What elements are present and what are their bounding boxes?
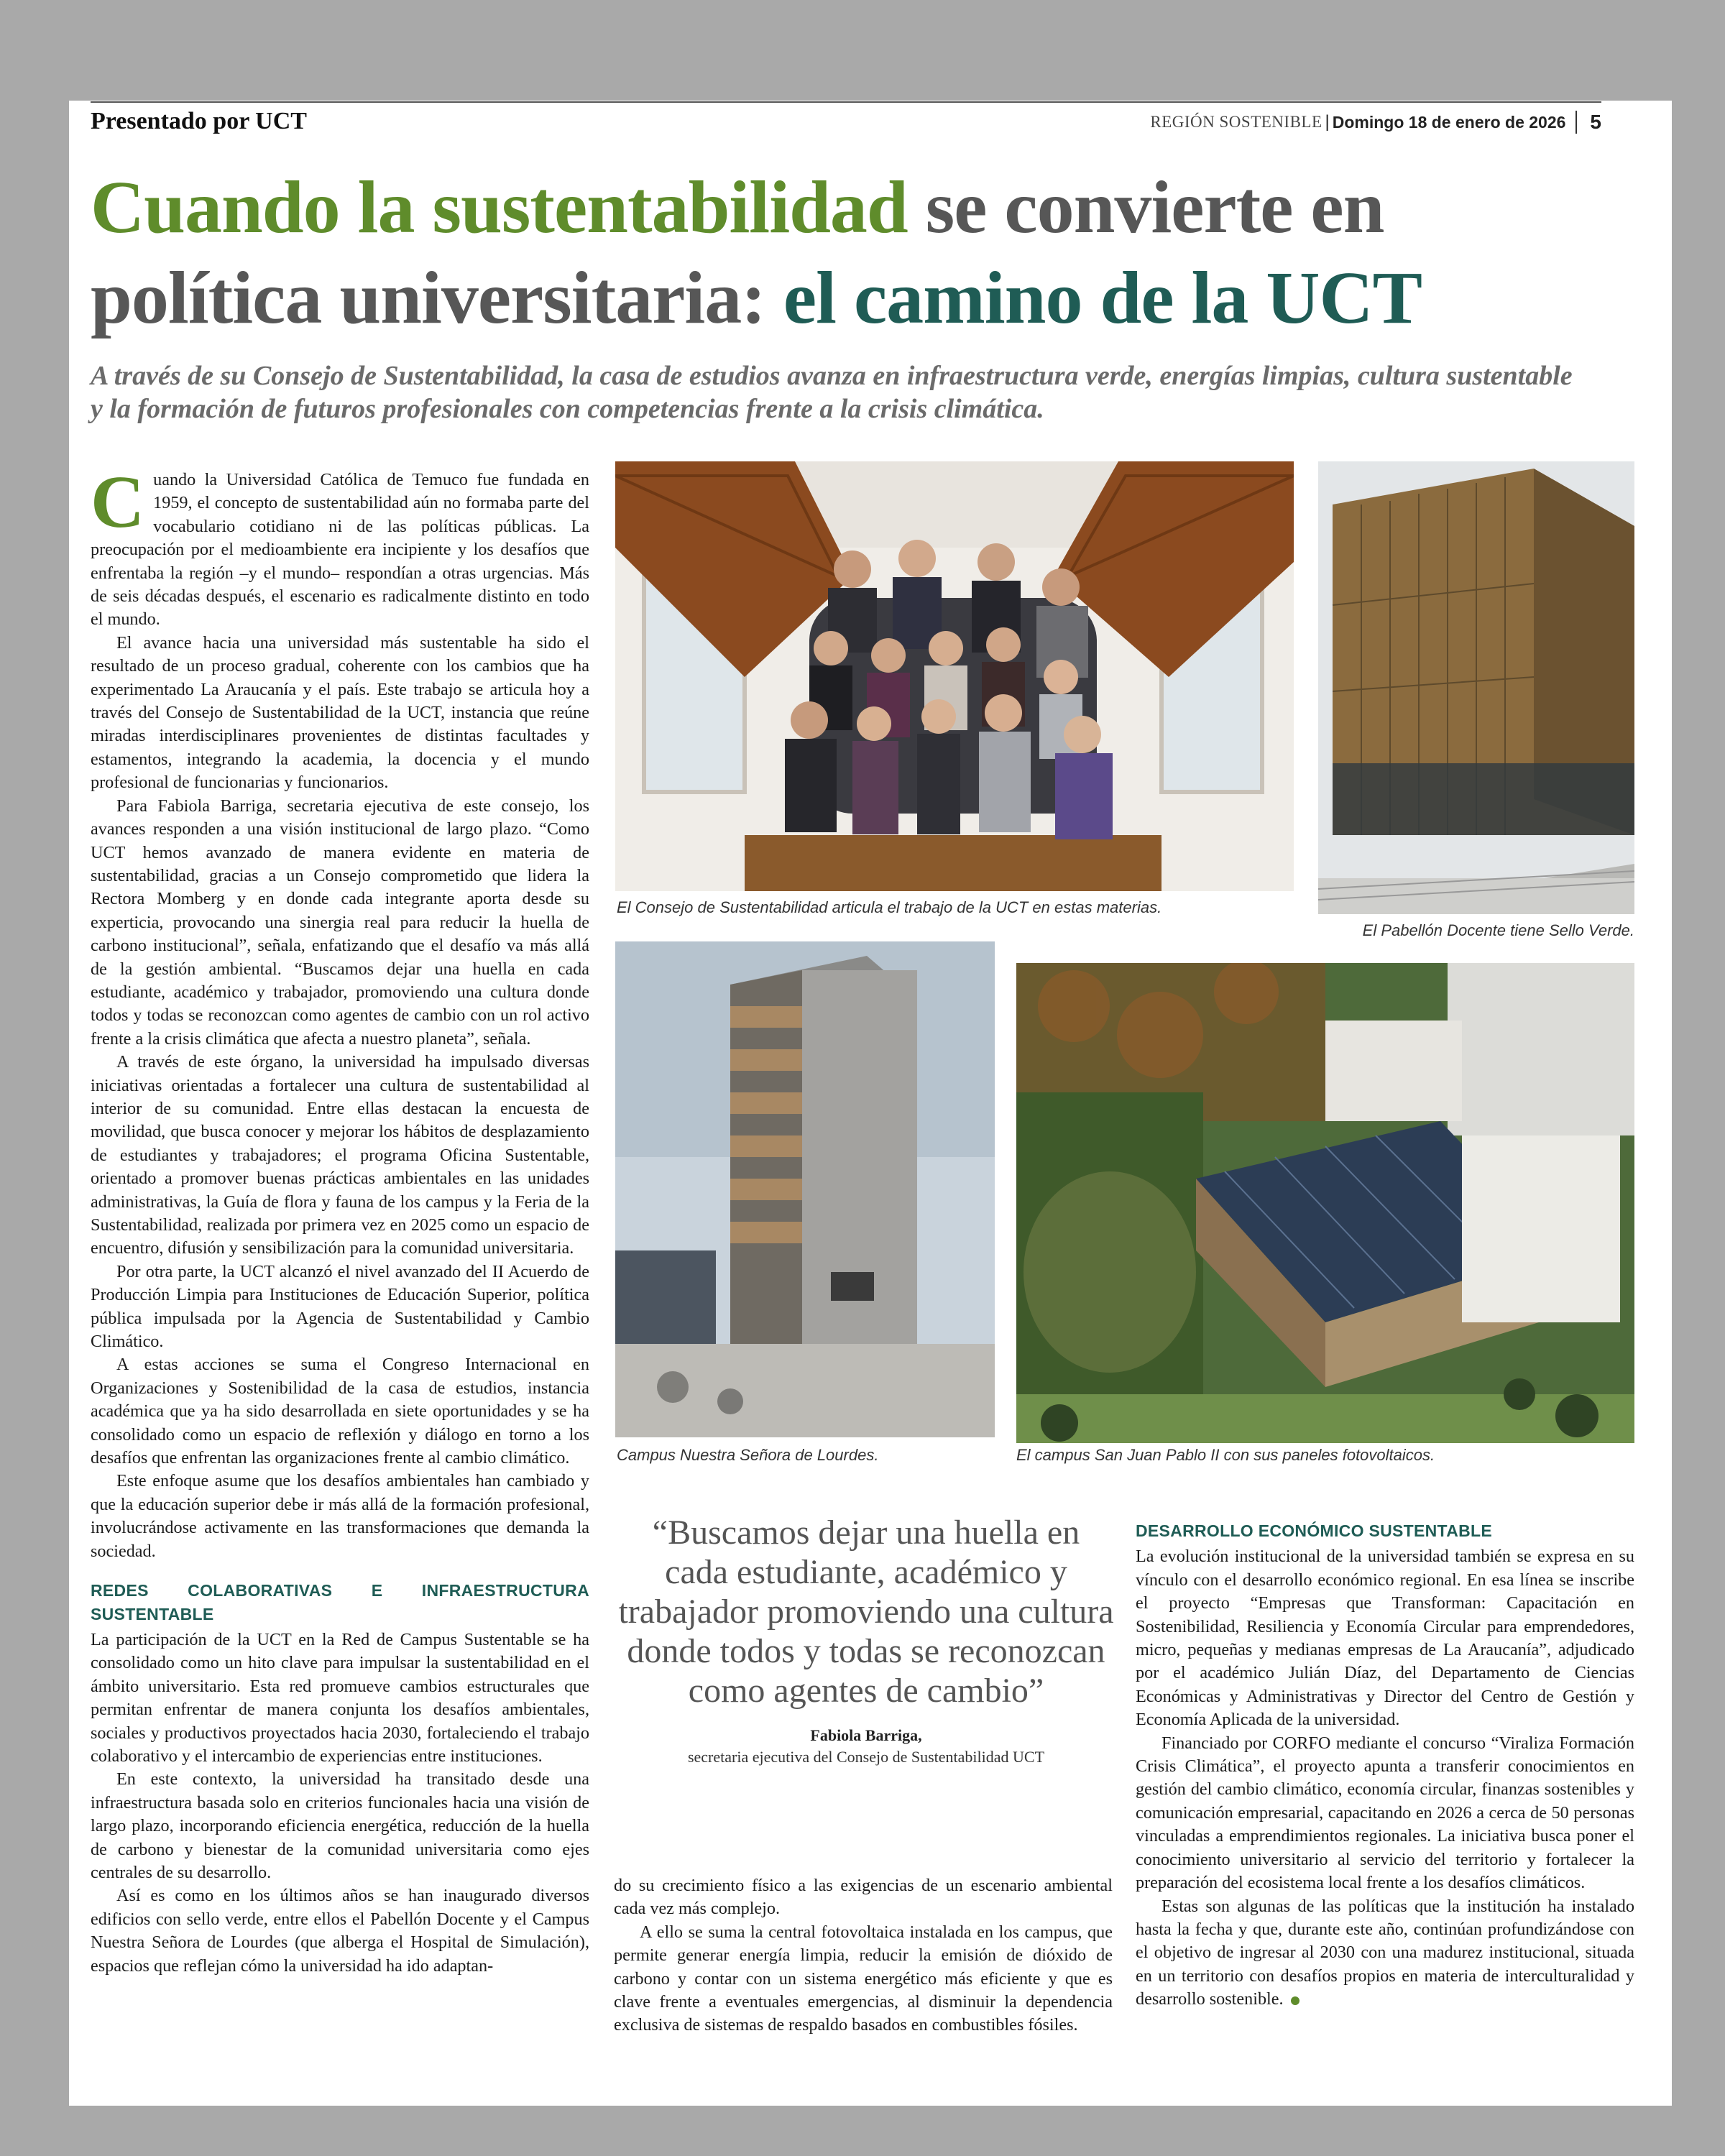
article-column-2 xyxy=(614,1874,1113,2037)
top-rule xyxy=(91,101,1601,103)
paragraph: Así es como en los últimos años se han inaugurado diversos edificios con sello verde, entre ellos el Pabellón Docente y el Campus Nuestra Señora de Lourdes (que alberga el Hospital de Simulación), espacios que reflejan cómo la universidad ha ido adaptan- xyxy=(91,1886,589,1976)
photo-lourdes-campus xyxy=(615,941,995,1437)
header-meta xyxy=(1150,111,1601,134)
paragraph: A ello se suma la central fotovoltaica instalada en los campus, que permite generar energía limpia, reducir la emisión de dióxido de carbono y contar con un sistema energético más eficiente y que es clave frente a eventuales emergencias, al disminuir la dependencia exclusiva de sistemas de respaldo basados en combustibles fósiles. xyxy=(614,1922,1113,2035)
caption-sanjuan: El campus San Juan Pablo II con sus paneles fotovoltaicos. xyxy=(1016,1446,1435,1464)
pull-quote-name: Fabiola Barriga, xyxy=(810,1726,922,1744)
caption-lourdes: Campus Nuestra Señora de Lourdes. xyxy=(617,1446,879,1464)
paragraph: La evolución institucional de la universidad también se expresa en su vínculo con el desarrollo económico regional. En esa línea se inscribe el proyecto “Empresas que Transforman: Capacitación en Sostenibilidad, Resiliencia y Economía Circular para emprendedores, micro, pequeñas y medianas empresas de La Araucanía”, adjudicado por el académico Julián Díaz, del Departamento de Ciencias Económicas y Administrativas y Director del Centro de Gestión y Economía Aplicada de la universidad. xyxy=(1136,1547,1634,1730)
headline-part-1: Cuando la sustentabilidad xyxy=(91,166,908,249)
pull-quote-text: “Buscamos dejar una huella en cada estudiante, académico y trabajador promoviendo una cultura donde todos y todas se reconozcan como agentes de cambio” xyxy=(618,1514,1114,1710)
paragraph: do su crecimiento físico a las exigencias de un escenario ambiental cada vez más complejo. xyxy=(614,1876,1113,1919)
headline-part-2: se convierte en política universitaria: xyxy=(91,166,1384,339)
deck: A través de su Consejo de Sustentabilidad, la casa de estudios avanza en infraestructura verde, energías limpias, cultura sustentable y la formación de futuros profesionales con competencias frente a la crisis climática. xyxy=(91,361,1573,424)
page-number: 5 xyxy=(1576,111,1601,134)
caption-pavilion: El Pabellón Docente tiene Sello Verde. xyxy=(1362,921,1634,939)
headline-part-3: el camino de la UCT xyxy=(765,257,1422,339)
header-separator: | xyxy=(1325,112,1330,132)
article-column-3 xyxy=(1136,1519,1634,2012)
paragraph: En este contexto, la universidad ha transitado desde una infraestructura basada solo en criterios funcionales hacia una visión de largo plazo, incorporando eficiencia energética, reducción de la huella de carbono y bienestar de la comunidad universitaria como ejes centrales de su desarrollo. xyxy=(91,1769,589,1882)
subhead-desarrollo: DESARROLLO ECONÓMICO SUSTENTABLE xyxy=(1136,1521,1493,1540)
paragraph: Por otra parte, la UCT alcanzó el nivel avanzado del II Acuerdo de Producción Limpia para Instituciones de Educación Superior, política pública impulsada por la Agencia de Sustentabilidad y Cambio Climático. xyxy=(91,1261,589,1352)
paragraph: Financiado por CORFO mediante el concurso “Viraliza Formación Crisis Climática”, el proyecto apunta a transferir conocimientos en gestión del cambio climático, economía circular, finanzas sostenibles y comunicación empresarial, capacitando en 2026 a cerca de 50 personas vinculadas a emprendimientos regionales. La iniciativa busca poner el conocimiento universitario al servicio del territorio y fortalecer la preparación del ecosistema local frente a los desafíos climáticos. xyxy=(1136,1733,1634,1893)
issue-date: Domingo 18 de enero de 2026 xyxy=(1332,112,1566,132)
paragraph: Cuando la Universidad Católica de Temuco fue fundada en 1959, el concepto de sustentabilidad aún no formaba parte del vocabulario cotidiano ni de las políticas públicas. La preocupación por el medioambiente era incipiente y los desafíos que enfrentaba la región –y el mundo– respondían a otras urgencias. Más de seis décadas después, el escenario es radicalmente distinto en todo el mundo. xyxy=(91,461,589,630)
end-bullet-icon xyxy=(1291,1996,1300,2005)
headline xyxy=(91,162,1600,344)
pull-quote xyxy=(618,1513,1114,1766)
pull-quote-role: secretaria ejecutiva del Consejo de Sustentabilidad UCT xyxy=(687,1748,1045,1766)
paragraph: Estas son algunas de las políticas que la institución ha instalado hasta la fecha y que, durante este año, continúan profundizándose con el objetivo de ingresar al 2030 con una madurez institucional, situada en un territorio con desafíos propios en materia de interculturalidad y desarrollo sostenible. xyxy=(1136,1896,1634,2009)
paragraph: El avance hacia una universidad más sustentable ha sido el resultado de un proceso gradual, coherente con los cambios que ha experimentado La Araucanía y el país. Este trabajo se articula hoy a través del Consejo de Sustentabilidad de la UCT, instancia que reúne miradas interdisciplinares provenientes de distintas facultades y estamentos, integrando la academia, la docencia y el mundo profesional de funcionarias y funcionarios. xyxy=(91,632,589,793)
photo-council-group xyxy=(615,461,1294,891)
paragraph: Este enfoque asume que los desafíos ambientales han cambiado y que la educación superior debe ir más allá de la formación profesional, involucrándose activamente en las transformaciones que demanda la sociedad. xyxy=(91,1471,589,1561)
dropcap: C xyxy=(91,461,145,543)
section-name: REGIÓN SOSTENIBLE xyxy=(1150,113,1322,131)
presenter-label: Presentado por UCT xyxy=(91,108,307,134)
paragraph: A través de este órgano, la universidad ha impulsado diversas iniciativas orientadas a fortalecer una cultura de sustentabilidad al interior de su comunidad. Entre ellas destacan la encuesta de movilidad, que busca conocer y mejorar los hábitos de desplazamiento de estudiantes y trabajadores; el programa Oficina Sustentable, orientado a promover buenas prácticas ambientales en las unidades administrativas, la Guía de flora y fauna de los campus y la Feria de la Sustentabilidad, realizada por primera vez en 2025 como un espacio de encuentro, difusión y sensibilización para la comunidad universitaria. xyxy=(91,1052,589,1258)
subhead-redes: REDES COLABORATIVAS E INFRAESTRUCTURA SUSTENTABLE xyxy=(91,1581,589,1623)
page-header xyxy=(91,108,1601,139)
paragraph: La participación de la UCT en la Red de Campus Sustentable se ha consolidado como un hito clave para impulsar la sustentabilidad en el ámbito universitario. Esta red promueve cambios estructurales que permitan enfrentar de manera conjunta los desafíos ambientales, sociales y productivos proyectados hacia 2030, fortaleciendo el trabajo colaborativo y el intercambio de experiencias entre instituciones. xyxy=(91,1629,589,1766)
photo-pavilion xyxy=(1318,461,1634,914)
caption-council: El Consejo de Sustentabilidad articula el trabajo de la UCT en estas materias. xyxy=(617,898,1162,916)
paragraph: A estas acciones se suma el Congreso Internacional en Organizaciones y Sostenibilidad de la casa de estudios, instancia académica que ya ha sido desarrollada en siete oportunidades y se ha consolidado como un espacio de reflexión y diálogo en torno a los desafíos que enfrentan las organizaciones frente al cambio climático. xyxy=(91,1355,589,1468)
paragraph: Para Fabiola Barriga, secretaria ejecutiva de este consejo, los avances responden a una visión institucional de largo plazo. “Como UCT hemos avanzado de manera evidente en materia de sustentabilidad, gracias a un Consejo comprometido que lidera la Rectora Momberg y en donde cada integrante aporta desde su experticia, provocando una sinergia real para reducir la huella de carbono institucional”, señala, enfatizando que el desafío va más allá de la gestión ambiental. “Buscamos dejar una huella en cada estudiante, académico y trabajador, promoviendo una cultura donde todos y todas se reconozcan como agentes de cambio con un rol activo frente a la crisis climática que afecta a nuestro planeta”, señala. xyxy=(91,796,589,1049)
photo-sanjuan-campus xyxy=(1016,963,1634,1443)
article-column-1 xyxy=(91,461,589,1978)
